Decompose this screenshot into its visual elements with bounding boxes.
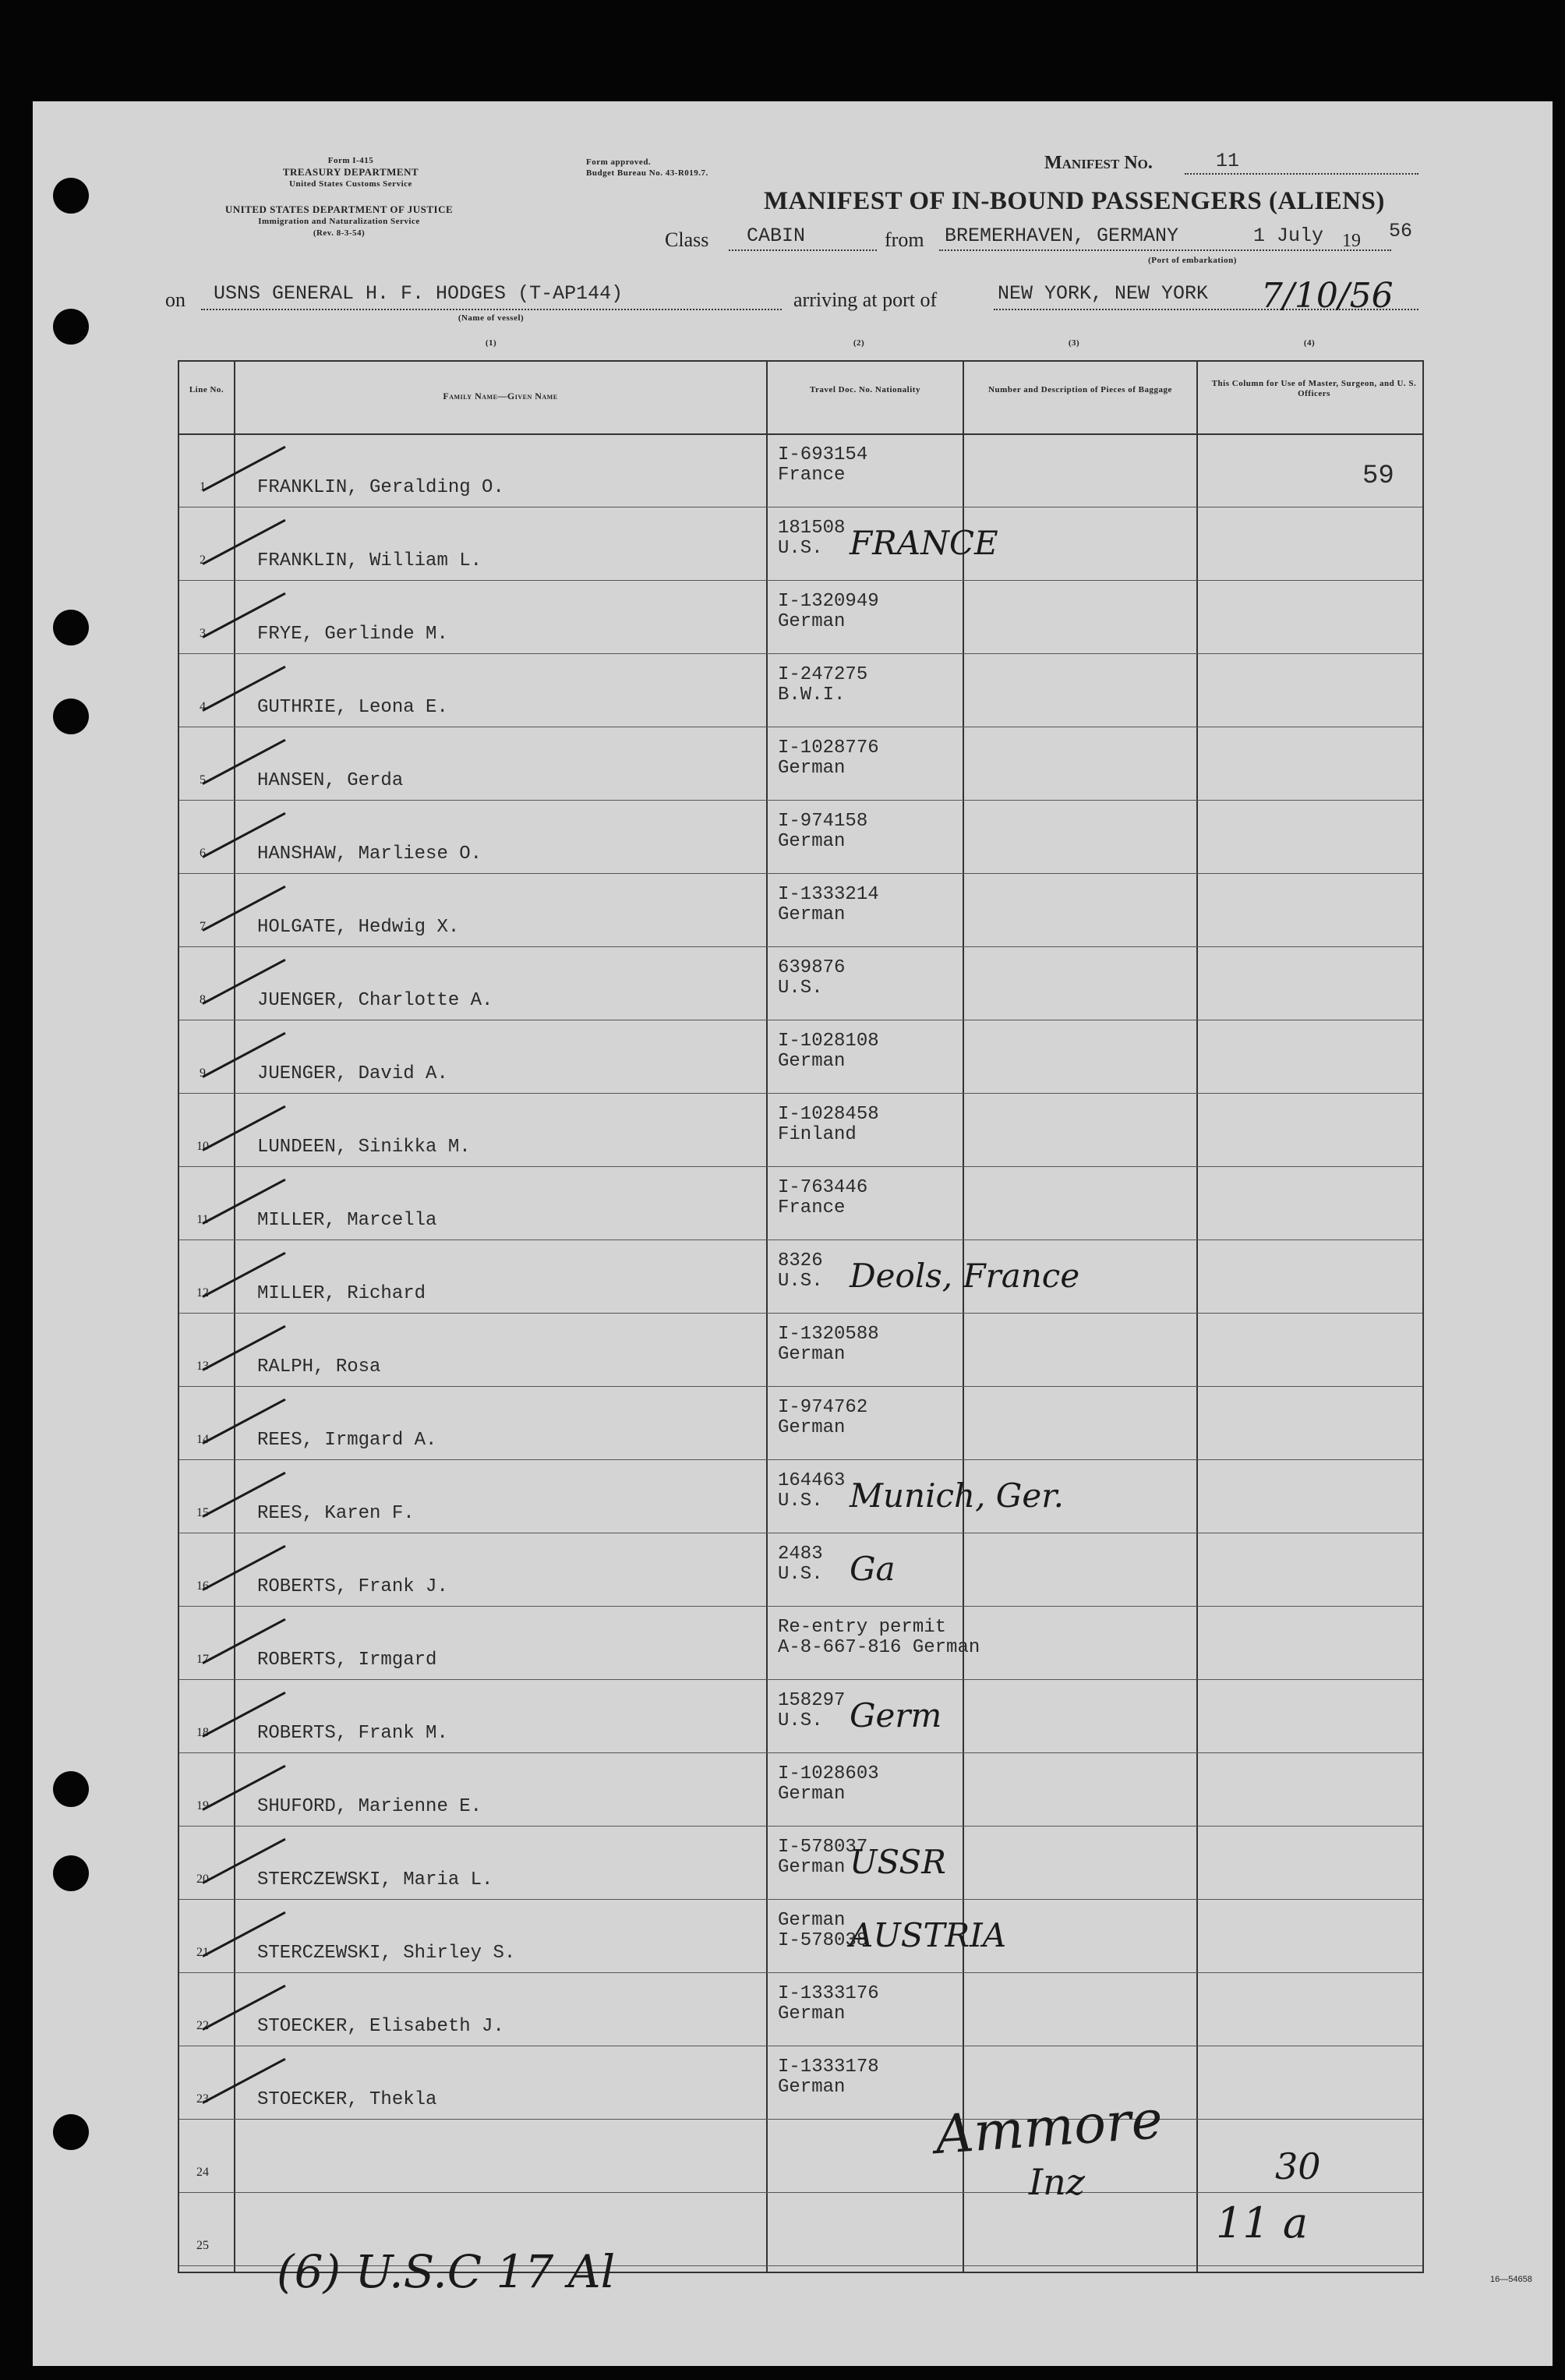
- nationality: German: [778, 611, 846, 632]
- handwritten-note: AUSTRIA: [850, 1916, 1007, 1954]
- nationality: A-8-667-816 German: [778, 1637, 980, 1658]
- passenger-name: JUENGER, Charlotte A.: [257, 990, 493, 1011]
- justice-dept: UNITED STATES DEPARTMENT OF JUSTICE: [224, 203, 454, 215]
- punch-hole: [53, 2114, 89, 2150]
- travel-doc-number: 158297: [778, 1690, 846, 1711]
- budget-bureau: Budget Bureau No. 43-R019.7.: [586, 168, 708, 178]
- passenger-name: GUTHRIE, Leona E.: [257, 697, 448, 718]
- line-number: 8: [200, 993, 206, 1006]
- nationality: German: [778, 2077, 846, 2098]
- signature: Ammore: [933, 2088, 1165, 2167]
- header-doc: Travel Doc. No. Nationality: [810, 385, 920, 394]
- travel-doc-number: 164463: [778, 1470, 846, 1491]
- form-number: Form I-415: [327, 156, 374, 165]
- row-divider: [179, 2192, 1422, 2193]
- line-number: 21: [196, 1946, 209, 1959]
- manifest-no-value: 11: [1216, 150, 1240, 172]
- travel-doc-number: 8326: [778, 1250, 823, 1271]
- nationality: German: [778, 1784, 846, 1805]
- passenger-name: STERCZEWSKI, Maria L.: [257, 1869, 493, 1890]
- passenger-name: STERCZEWSKI, Shirley S.: [257, 1943, 516, 1964]
- line-number: 18: [196, 1726, 209, 1739]
- handwritten-note: FRANCE: [850, 524, 998, 562]
- travel-doc-number: I-974158: [778, 811, 868, 832]
- nationality: German: [778, 758, 846, 779]
- line-number: 5: [200, 773, 206, 787]
- nationality: Finland: [778, 1124, 857, 1145]
- row-divider: [179, 653, 1422, 654]
- nationality: France: [778, 1197, 846, 1218]
- punch-hole: [53, 178, 89, 214]
- vessel-name: USNS GENERAL H. F. HODGES (T-AP144): [214, 282, 624, 305]
- travel-doc-number: 181508: [778, 518, 846, 539]
- nationality: U.S.: [778, 1564, 823, 1585]
- line-number: 17: [196, 1653, 209, 1666]
- row-divider: [179, 1752, 1422, 1753]
- line-number: 16: [196, 1579, 209, 1593]
- header-baggage: Number and Description of Pieces of Baggage: [988, 385, 1172, 394]
- passenger-name: JUENGER, David A.: [257, 1063, 448, 1084]
- passenger-name: RALPH, Rosa: [257, 1356, 381, 1377]
- punch-hole: [53, 698, 89, 734]
- row-divider: [179, 1826, 1422, 1827]
- nationality: U.S.: [778, 1491, 823, 1512]
- vessel-caption: (Name of vessel): [457, 313, 525, 323]
- nationality: I-578038: [778, 1930, 868, 1951]
- on-label: on: [165, 288, 185, 311]
- line-number: 11: [196, 1213, 209, 1226]
- travel-doc-number: I-1333176: [778, 1983, 879, 2004]
- punch-hole: [53, 610, 89, 645]
- travel-doc-number: I-1028776: [778, 737, 879, 759]
- year-suffix: 56: [1389, 220, 1413, 242]
- passenger-name: HANSHAW, Marliese O.: [257, 843, 482, 865]
- passenger-name: HOLGATE, Hedwig X.: [257, 917, 460, 938]
- punch-hole: [53, 1855, 89, 1891]
- travel-doc-number: 2483: [778, 1544, 823, 1565]
- nationality: U.S.: [778, 1710, 823, 1731]
- passenger-name: FRANKLIN, Geralding O.: [257, 477, 504, 498]
- nationality: German: [778, 904, 846, 925]
- header-line-no: Line No.: [189, 385, 224, 394]
- arrival-date-handwritten: 7/10/56: [1261, 276, 1394, 316]
- ins-service: Immigration and Naturalization Service: [258, 217, 420, 226]
- row-divider: [179, 873, 1422, 874]
- nationality: German: [778, 1857, 846, 1878]
- travel-doc-number: I-974762: [778, 1397, 868, 1418]
- row-divider: [179, 2119, 1422, 2120]
- handwritten-note: Munich, Ger.: [850, 1476, 1065, 1515]
- passenger-name: STOECKER, Elisabeth J.: [257, 2016, 504, 2037]
- embark-port-value: BREMERHAVEN, GERMANY: [945, 225, 1179, 247]
- col-num-4: (4): [1303, 338, 1316, 348]
- travel-doc-number: German: [778, 1910, 846, 1931]
- handwritten-note: Deols, France: [850, 1257, 1080, 1295]
- line-number: 14: [196, 1433, 209, 1446]
- row-divider: [179, 580, 1422, 581]
- nationality: U.S.: [778, 538, 823, 559]
- from-label: from: [885, 228, 924, 251]
- line-number: 2: [200, 553, 206, 567]
- count-bottom: 11 a: [1216, 2198, 1309, 2247]
- punch-hole: [53, 1771, 89, 1807]
- passenger-name: SHUFORD, Marienne E.: [257, 1796, 482, 1817]
- travel-doc-number: I-693154: [778, 444, 868, 465]
- line-number: 9: [200, 1066, 206, 1080]
- nationality: U.S.: [778, 1271, 823, 1292]
- form-approved: Form approved.: [586, 157, 652, 167]
- travel-doc-number: I-763446: [778, 1177, 868, 1198]
- travel-doc-number: I-1028458: [778, 1104, 879, 1125]
- passenger-table: [178, 360, 1424, 2273]
- row-divider: [179, 1093, 1422, 1094]
- passenger-name: REES, Karen F.: [257, 1503, 415, 1524]
- revision: (Rev. 8-3-54): [313, 228, 366, 238]
- col-num-2: (2): [853, 338, 865, 348]
- customs-service: United States Customs Service: [289, 179, 412, 189]
- punch-hole: [53, 309, 89, 345]
- travel-doc-number: I-1028108: [778, 1031, 879, 1052]
- port-embark-caption: (Port of embarkation): [1148, 256, 1237, 265]
- nationality: German: [778, 1344, 846, 1365]
- row-divider: [179, 1386, 1422, 1387]
- line-number: 10: [196, 1140, 209, 1153]
- manifest-title: MANIFEST OF IN-BOUND PASSENGERS (ALIENS): [764, 187, 1385, 215]
- nationality: U.S.: [778, 978, 823, 999]
- line-number: 20: [196, 1873, 209, 1886]
- manifest-no-label: Manifest No.: [1044, 153, 1153, 173]
- handwritten-note: Ga: [850, 1550, 896, 1588]
- passenger-name: HANSEN, Gerda: [257, 770, 404, 791]
- row-divider: [179, 1166, 1422, 1167]
- travel-doc-number: I-1333214: [778, 884, 879, 905]
- travel-doc-number: I-1320949: [778, 591, 879, 612]
- row-divider: [179, 1899, 1422, 1900]
- travel-doc-number: 639876: [778, 957, 846, 978]
- line-number: 3: [200, 627, 206, 640]
- line-number: 22: [196, 2019, 209, 2032]
- passenger-name: FRANKLIN, William L.: [257, 550, 482, 571]
- passenger-name: ROBERTS, Frank M.: [257, 1723, 448, 1744]
- passenger-name: MILLER, Marcella: [257, 1210, 437, 1231]
- count-top: 30: [1275, 2145, 1321, 2187]
- footer-code: 16—54658: [1490, 2275, 1532, 2284]
- travel-doc-number: I-1028603: [778, 1763, 879, 1784]
- treasury-dept: TREASURY DEPARTMENT: [282, 166, 419, 178]
- header-name: Family Name—Given Name: [443, 391, 558, 401]
- travel-doc-number: Re-entry permit: [778, 1617, 947, 1638]
- passenger-name: MILLER, Richard: [257, 1283, 426, 1304]
- travel-doc-number: I-1333178: [778, 2056, 879, 2078]
- line-number: 24: [196, 2166, 209, 2179]
- row-divider: [179, 1679, 1422, 1680]
- passenger-name: STOECKER, Thekla: [257, 2089, 437, 2110]
- passenger-name: ROBERTS, Frank J.: [257, 1576, 448, 1597]
- nationality: German: [778, 2003, 846, 2025]
- line-number: 7: [200, 920, 206, 933]
- line-number: 19: [196, 1799, 209, 1812]
- passenger-name: LUNDEEN, Sinikka M.: [257, 1137, 471, 1158]
- line-number: 6: [200, 847, 206, 860]
- handwritten-note: Germ: [850, 1696, 942, 1735]
- line-number: 1: [200, 480, 206, 493]
- bottom-left-annotation: (6) U.S.C 17 Al: [277, 2245, 616, 2298]
- passenger-name: REES, Irmgard A.: [257, 1430, 437, 1451]
- sail-date: 1 July: [1253, 225, 1324, 247]
- line-number: 4: [200, 700, 206, 713]
- officer-note: 59: [1362, 462, 1394, 491]
- line-number: 15: [196, 1506, 209, 1519]
- line-number: 25: [196, 2239, 209, 2252]
- header-officers: This Column for Use of Master, Surgeon, and U. S. Officers: [1211, 379, 1417, 398]
- line-number: 12: [196, 1286, 209, 1300]
- line-number: 23: [196, 2092, 209, 2106]
- row-divider: [179, 1459, 1422, 1460]
- nationality: German: [778, 1051, 846, 1072]
- line-number: 13: [196, 1360, 209, 1373]
- row-divider: [179, 800, 1422, 801]
- col-num-3: (3): [1068, 338, 1080, 348]
- class-label: Class: [665, 228, 709, 251]
- row-divider: [179, 946, 1422, 947]
- travel-doc-number: I-1320588: [778, 1324, 879, 1345]
- year-prefix: 19: [1342, 231, 1361, 251]
- handwritten-note: USSR: [850, 1843, 946, 1881]
- travel-doc-number: I-247275: [778, 664, 868, 685]
- nationality: France: [778, 465, 846, 486]
- row-divider: [179, 1606, 1422, 1607]
- signature-sub: Inz: [1029, 2161, 1086, 2203]
- travel-doc-number: I-578037: [778, 1837, 868, 1858]
- nationality: B.W.I.: [778, 684, 846, 706]
- nationality: German: [778, 831, 846, 852]
- arriving-label: arriving at port of: [793, 288, 938, 311]
- class-value: CABIN: [747, 225, 806, 247]
- arrival-port: NEW YORK, NEW YORK: [998, 282, 1209, 305]
- passenger-name: FRYE, Gerlinde M.: [257, 624, 448, 645]
- nationality: German: [778, 1417, 846, 1438]
- row-divider: [179, 1972, 1422, 1973]
- row-divider: [179, 1313, 1422, 1314]
- passenger-name: ROBERTS, Irmgard: [257, 1650, 437, 1671]
- col-num-1: (1): [485, 338, 497, 348]
